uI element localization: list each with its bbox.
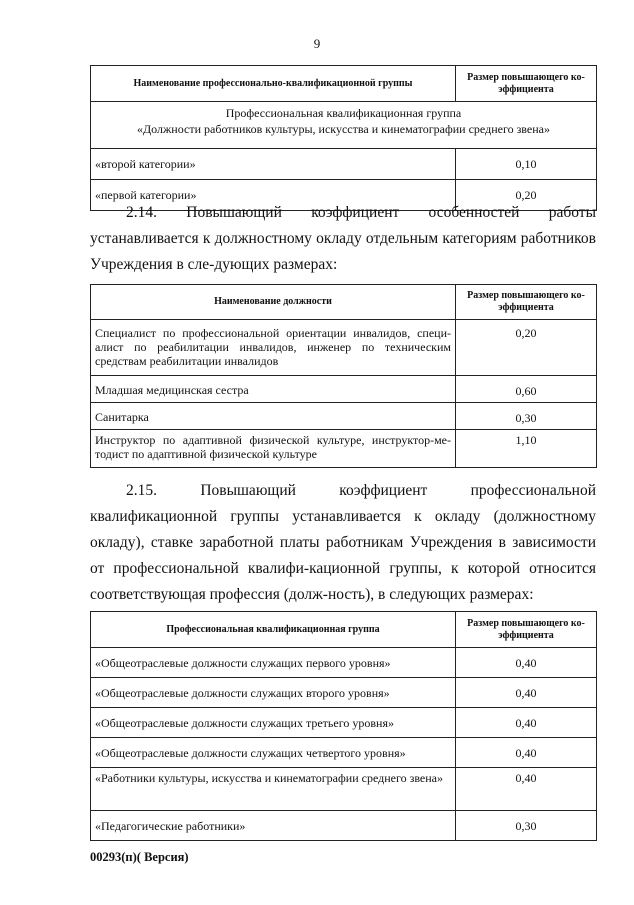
table-row xyxy=(91,430,597,468)
table3-header-name: Профессиональная квалификационная группа xyxy=(91,612,456,648)
table2-row-name: Специалист по профессиональной ориентации инвалидов, специ-алист по реабилитации инвалидов, инженер по техническим средствам реабилитации инвалидов xyxy=(91,320,456,376)
table3-row-name: «Работники культуры, искусства и кинематографии среднего звена» xyxy=(91,768,456,811)
table-row xyxy=(91,149,597,180)
table2-row-value: 0,30 xyxy=(456,403,597,430)
table-row xyxy=(91,811,597,841)
table-row xyxy=(91,708,597,738)
table3-row-value: 0,40 xyxy=(456,738,597,768)
table3-row-name: «Педагогические работники» xyxy=(91,811,456,841)
table2-row-name: Инструктор по адаптивной физической культуре, инструктор-ме-тодист по адаптивной физической культуре xyxy=(91,430,456,468)
table2-row-value: 0,60 xyxy=(456,376,597,403)
table-row xyxy=(91,376,597,403)
table-row xyxy=(91,768,597,811)
table-row xyxy=(91,678,597,708)
table1-group-line1: Профессиональная квалификационная группа xyxy=(225,106,462,120)
table1-group-line2: «Должности работников культуры, искусства и кинематографии среднего звена» xyxy=(137,122,550,136)
table2-header-coef: Размер повышающего ко-эффициента xyxy=(456,285,597,320)
table1-row-value: 0,10 xyxy=(456,149,597,180)
table3-row-name: «Общеотраслевые должности служащих второго уровня» xyxy=(91,678,456,708)
table-row xyxy=(91,648,597,678)
table3-row-name: «Общеотраслевые должности служащих третьего уровня» xyxy=(91,708,456,738)
table-row xyxy=(91,738,597,768)
paragraph-2-15: 2.15. Повышающий коэффициент профессиональной квалификационной группы устанавливается к окладу (должностному окладу), ставке заработной платы работникам Учреждения в зависимости от профессиональной квалифи-кационной группы, к которой относится соответствующая профессия (долж-ность), в следующих размерах: xyxy=(90,482,596,603)
table3-row-name: «Общеотраслевые должности служащих первого уровня» xyxy=(91,648,456,678)
table2-header-name: Наименование должности xyxy=(91,285,456,320)
table2-row-name: Младшая медицинская сестра xyxy=(91,376,456,403)
document-code: 00293(п)( Версия) xyxy=(90,850,189,864)
table1-row-value: 0,20 xyxy=(456,180,597,211)
table1-header-name: Наименование профессионально-квалификационной группы xyxy=(91,66,456,102)
table-row xyxy=(91,320,597,376)
table-job-coefficients xyxy=(90,284,597,468)
table1-group-cell xyxy=(91,102,597,149)
table-pkg-coefficients xyxy=(90,611,597,841)
table3-row-value: 0,40 xyxy=(456,768,597,811)
table3-row-value: 0,40 xyxy=(456,648,597,678)
table-pkg-culture xyxy=(90,65,597,211)
table3-header-coef: Размер повышающего ко-эффициента xyxy=(456,612,597,648)
table2-row-value: 0,20 xyxy=(456,320,597,376)
table1-header-coef: Размер повышающего ко-эффициента xyxy=(456,66,597,102)
paragraph-2-14: 2.14. Повышающий коэффициент особенностей работы устанавливается к должностному окладу отдельным категориям работников Учреждения в сле-дующих размерах: xyxy=(90,204,596,273)
table3-row-value: 0,40 xyxy=(456,678,597,708)
table-row xyxy=(91,403,597,430)
table3-row-value: 0,30 xyxy=(456,811,597,841)
table2-row-name: Санитарка xyxy=(91,403,456,430)
table3-row-value: 0,40 xyxy=(456,708,597,738)
table3-row-name: «Общеотраслевые должности служащих четвертого уровня» xyxy=(91,738,456,768)
table1-row-name: «первой категории» xyxy=(91,180,456,211)
table2-row-value: 1,10 xyxy=(456,430,597,468)
page-number: 9 xyxy=(313,36,321,51)
table1-row-name: «второй категории» xyxy=(91,149,456,180)
